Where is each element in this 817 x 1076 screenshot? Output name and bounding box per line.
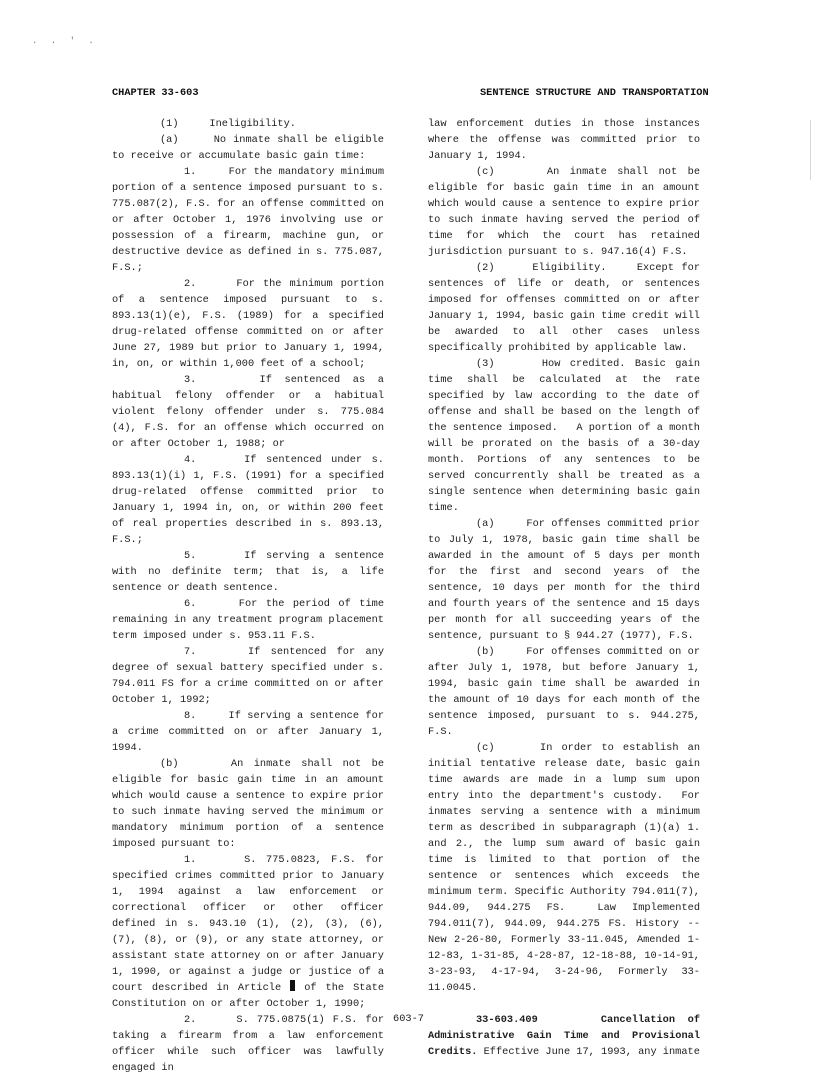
paragraph-1a-8: 8. If serving a sentence for a crime committed on or after January 1, 1994. bbox=[112, 710, 384, 754]
scan-artifact-marks: . . ' . bbox=[32, 36, 98, 46]
paragraph-3a: (a) For offenses committed prior to July 1, 1978, basic gain time shall be awarded in the amount of 5 days per month for the first and second years of the sentence, 10 days per month for the third and fourth years of the sentence and 15 days per month for all succeeding years of the sentence, pursuant to § 944.27 (1977), F.S. bbox=[428, 518, 700, 642]
paragraph-1b-2: 2. S. 775.0875(1) F.S. for taking a firearm from a law enforcement officer while such officer was lawfully engaged in bbox=[112, 1014, 384, 1074]
paragraph-1a-2: 2. For the minimum portion of a sentence imposed pursuant to s. 893.13(1)(e), F.S. (1989) for a specified drug-related offense committed on or after June 27, 1989 but prior to January 1, 1994, in, on, or within 1,000 feet of a school; bbox=[112, 278, 384, 370]
paragraph-1a-1: 1. For the mandatory minimum portion of a sentence imposed pursuant to s. 775.087(2), F.S. for an offense committed on or after October 1, 1976 involving use or possession of a firearm, machine gun, or destructive device as defined in s. 775.087, F.S.; bbox=[112, 166, 384, 274]
paragraph-1b-1 bbox=[112, 852, 384, 1012]
paragraph-how-credited: (3) How credited. Basic gain time shall be calculated at the rate specified by law according to the date of offense and shall be based on the length of the sentence imposed. A portion of a month will be prorated on the basis of a 30-day month. Portions of any sentences to be served concurrently shall be treated as a single sentence when determining basic gain time. bbox=[428, 358, 700, 514]
paragraph-1b-1-continued: of the State Constitution on or after October 1, 1990; bbox=[112, 982, 384, 1010]
paragraph-1a-4: 4. If sentenced under s. 893.13(1)(i) 1, F.S. (1991) for a specified drug-related offense committed prior to January 1, 1994 in, on, or within 200 feet of real properties described in s. 893.13, F.S.; bbox=[112, 454, 384, 546]
right-column bbox=[428, 116, 700, 1060]
paragraph-1a-5: 5. If serving a sentence with no definite term; that is, a life sentence or death sentence. bbox=[112, 550, 384, 594]
page-number: 603-7 bbox=[393, 1013, 424, 1025]
paragraph-3b: (b) For offenses committed on or after July 1, 1978, but before January 1, 1994, basic gain time shall be awarded in the amount of 10 days for each month of the sentence imposed, pursuant to s. 944.275, F.S. bbox=[428, 646, 700, 738]
section-409-heading: 33-603.409 Cancellation of Administrative Gain Time and Provisional Credits. bbox=[428, 1014, 700, 1058]
paragraph-ineligibility: (1) Ineligibility. bbox=[160, 118, 296, 130]
paragraph-eligibility: (2) Eligibility. Except for sentences of life or death, or sentences imposed for offenses committed on or after January 1, 1994, basic gain time credit will be awarded to all other cases unless specifically prohibited by applicable law. bbox=[428, 262, 700, 354]
paragraph-1a: (a) No inmate shall be eligible to receive or accumulate basic gain time: bbox=[112, 134, 384, 162]
chapter-header: CHAPTER 33-603 bbox=[112, 87, 199, 99]
redaction-mark bbox=[290, 980, 295, 991]
paragraph-1a-6: 6. For the period of time remaining in any treatment program placement term imposed under s. 953.11 F.S. bbox=[112, 598, 384, 642]
paragraph-1a-7: 7. If sentenced for any degree of sexual battery specified under s. 794.011 FS for a crime committed on or after October 1, 1992; bbox=[112, 646, 384, 706]
left-column bbox=[112, 116, 384, 1076]
paragraph-1b-1-text: 1. S. 775.0823, F.S. for specified crimes committed prior to January 1, 1994 against a law enforcement or correctional officer or other officer defined in s. 943.10 (1), (2), (3), (6), (7), (8), or (9), or any state attorney, or assistant state attorney on or after January 1, 1990, or against a judge or justice of a court described in Article bbox=[112, 854, 384, 994]
paragraph-3c: (c) In order to establish an initial tentative release date, basic gain time awards are made in a lump sum upon entry into the department's custody. For inmates serving a sentence with a minimum term as described in subparagraph (1)(a) 1. and 2., the lump sum award of basic gain time is limited to that portion of the sentence or sentences which exceeds the minimum term. Specific Authority 794.011(7), 944.09, 944.275 FS. Law Implemented 794.011(7), 944.09, 944.275 FS. History -- New 2-26-80, Formerly 33-11.045, Amended 1-12-83, 1-31-85, 4-28-87, 12-18-88, 10-14-91, 3-23-93, 4-17-94, 3-24-96, Formerly 33-11.0045. bbox=[428, 742, 700, 994]
paragraph-1b: (b) An inmate shall not be eligible for basic gain time in an amount which would cause a sentence to expire prior to such inmate having served the minimum or mandatory minimum portion of a sentence imposed pursuant to: bbox=[112, 758, 384, 850]
paragraph-1a-3: 3. If sentenced as a habitual felony offender or a habitual violent felony offender under s. 775.084 (4), F.S. for an offense which occurred on or after October 1, 1988; or bbox=[112, 374, 384, 450]
section-title-header: SENTENCE STRUCTURE AND TRANSPORTATION bbox=[480, 87, 709, 99]
paragraph-1c: (c) An inmate shall not be eligible for basic gain time in an amount which would cause a sentence to expire prior to such inmate having served the period of time for which the court has retained jurisdiction pursuant to s. 947.16(4) F.S. bbox=[428, 166, 700, 258]
section-409-text: Effective June 17, 1993, any inmate bbox=[477, 1046, 700, 1058]
paragraph-continuation: law enforcement duties in those instances where the offense was committed prior to January 1, 1994. bbox=[428, 118, 700, 162]
scan-edge-line bbox=[810, 120, 811, 180]
